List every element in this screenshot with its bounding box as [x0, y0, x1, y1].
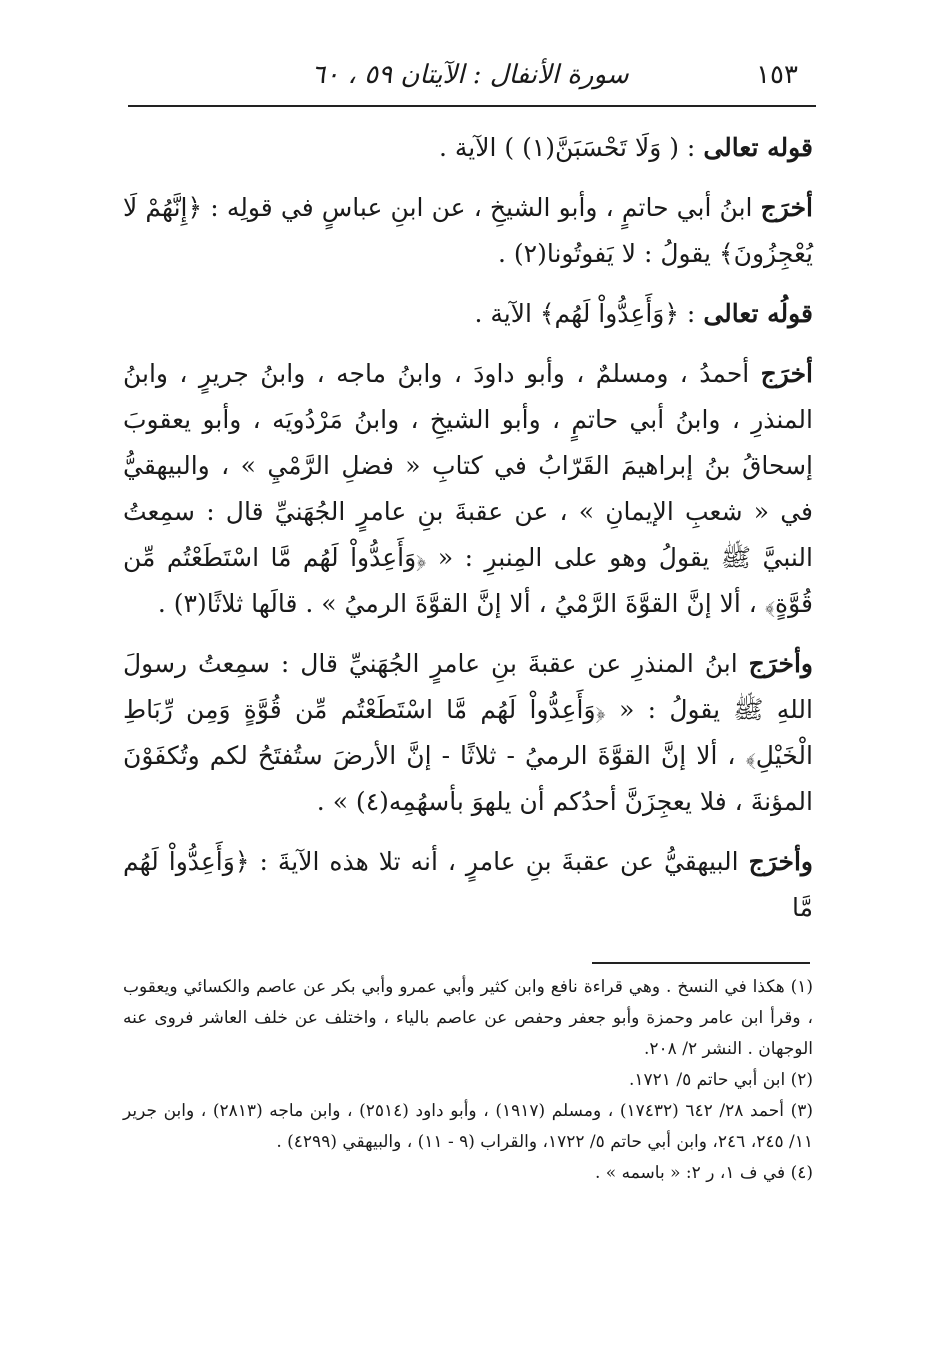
footnote-4: (٤) في ف ١، ر ٢: « باسمه » .: [595, 1163, 813, 1183]
footnote-1: (١) هكذا في النسخ . وهي قراءة نافع وابن كثير وأبي عمرو وأبي بكر عن عاصم والكسائي ويعقوب ، وقرأ ابن عامر وحمزة وأبو جعفر وحفص عن عاصم بالياء ، واختلف عن خلف العاشر فروى عنه الوجهان . النشر ٢/ ٢٠٨.: [123, 977, 813, 1059]
paragraph-6-lead: وأخرَج: [748, 847, 813, 876]
main-text: [123, 125, 813, 945]
paragraph-2-lead: أخرَج: [760, 193, 813, 222]
paragraph-4: [123, 351, 813, 627]
paragraph-6: [123, 839, 813, 931]
paragraph-5-lead: وأخرَج: [748, 649, 813, 678]
paragraph-5: [123, 641, 813, 825]
page-number: ١٥٣: [756, 60, 798, 90]
paragraph-1: [123, 125, 813, 171]
paragraph-4-text: أحمدُ ، ومسلمٌ ، وأبو داودَ ، وابنُ ماجه ، وابنُ جريرٍ ، وابنُ المنذرِ ، وابنُ أبي حاتمٍ ، وأبو الشيخِ ، وابنُ مَرْدُويَه ، وأبو يعقوبَ إسحاقُ بنُ إبراهيمَ القَرّابُ في كتابِ « فضلِ الرَّمْيِ » ، والبيهقيُّ في « شعبِ الإيمانِ » ، عن عقبةَ بنِ عامرٍ الجُهَنيِّ قال : سمِعتُ النبيَّ ﷺ يقولُ وهو على المِنبرِ : « ﴿وَأَعِدُّواْ لَهُم مَّا اسْتَطَعْتُم مِّن قُوَّةٍ﴾ ، ألا إنَّ القوَّةَ الرَّمْيُ ، ألا إنَّ القوَّةَ الرميُ » . قالَها ثلاثًا(٣) .: [123, 359, 813, 618]
paragraph-2: [123, 185, 813, 277]
paragraph-1-text: : ( وَلَا تَحْسَبَنَّ(١) ) الآية .: [438, 133, 696, 162]
paragraph-6-text: البيهقيُّ عن عقبةَ بنِ عامرٍ ، أنه تلا هذه الآيةَ : ﴿وَأَعِدُّواْ لَهُم مَّا: [123, 847, 813, 922]
footnotes: [123, 972, 813, 1189]
paragraph-3-lead: قولُه تعالى: [703, 299, 813, 328]
paragraph-3: [123, 291, 813, 337]
paragraph-2-text: ابنُ أبي حاتمٍ ، وأبو الشيخِ ، عن ابنِ عباسٍ في قولِه : ﴿إِنَّهُمْ لَا يُعْجِزُونَ﴾ يقولُ : لا يَفوتُونا(٢) .: [123, 193, 813, 268]
footnote-divider: [592, 962, 810, 964]
paragraph-5-text: ابنُ المنذرِ عن عقبةَ بنِ عامرٍ الجُهَنيِّ قال : سمِعتُ رسولَ اللهِ ﷺ يقولُ : « ﴿وَأَعِدُّواْ لَهُم مَّا اسْتَطَعْتُم مِّن قُوَّةٍ وَمِن رِّبَاطِ الْخَيْلِ﴾ ، ألا إنَّ القوَّةَ الرميُ - ثلاثًا - إنَّ الأرضَ ستُفتَحُ لكم وتُكفَوْنَ المؤنةَ ، فلا يعجِزَنَّ أحدُكم أن يلهوَ بأسهُمِه(٤) » .: [123, 649, 813, 816]
paragraph-3-text: : ﴿وَأَعِدُّواْ لَهُم﴾ الآية .: [474, 299, 696, 328]
header-divider: [128, 105, 816, 107]
footnote-3: (٣) أحمد ٢٨/ ٦٤٢ (١٧٤٣٢) ، ومسلم (١٩١٧) ، وأبو داود (٢٥١٤) ، وابن ماجه (٢٨١٣) ، وابن جرير ١١/ ٢٤٥، ٢٤٦، وابن أبي حاتم ٥/ ١٧٢٢، والقراب (٩ - ١١) ، والبيهقي (٤٢٩٩) .: [123, 1101, 813, 1152]
page-header: [120, 50, 820, 100]
paragraph-1-lead: قوله تعالى: [703, 133, 813, 162]
paragraph-4-lead: أخرَج: [760, 359, 813, 388]
footnote-2: (٢) ابن أبي حاتم ٥/ ١٧٢١.: [628, 1070, 813, 1090]
running-title: سورة الأنفال : الآيتان ٥٩ ، ٦٠: [311, 60, 629, 90]
